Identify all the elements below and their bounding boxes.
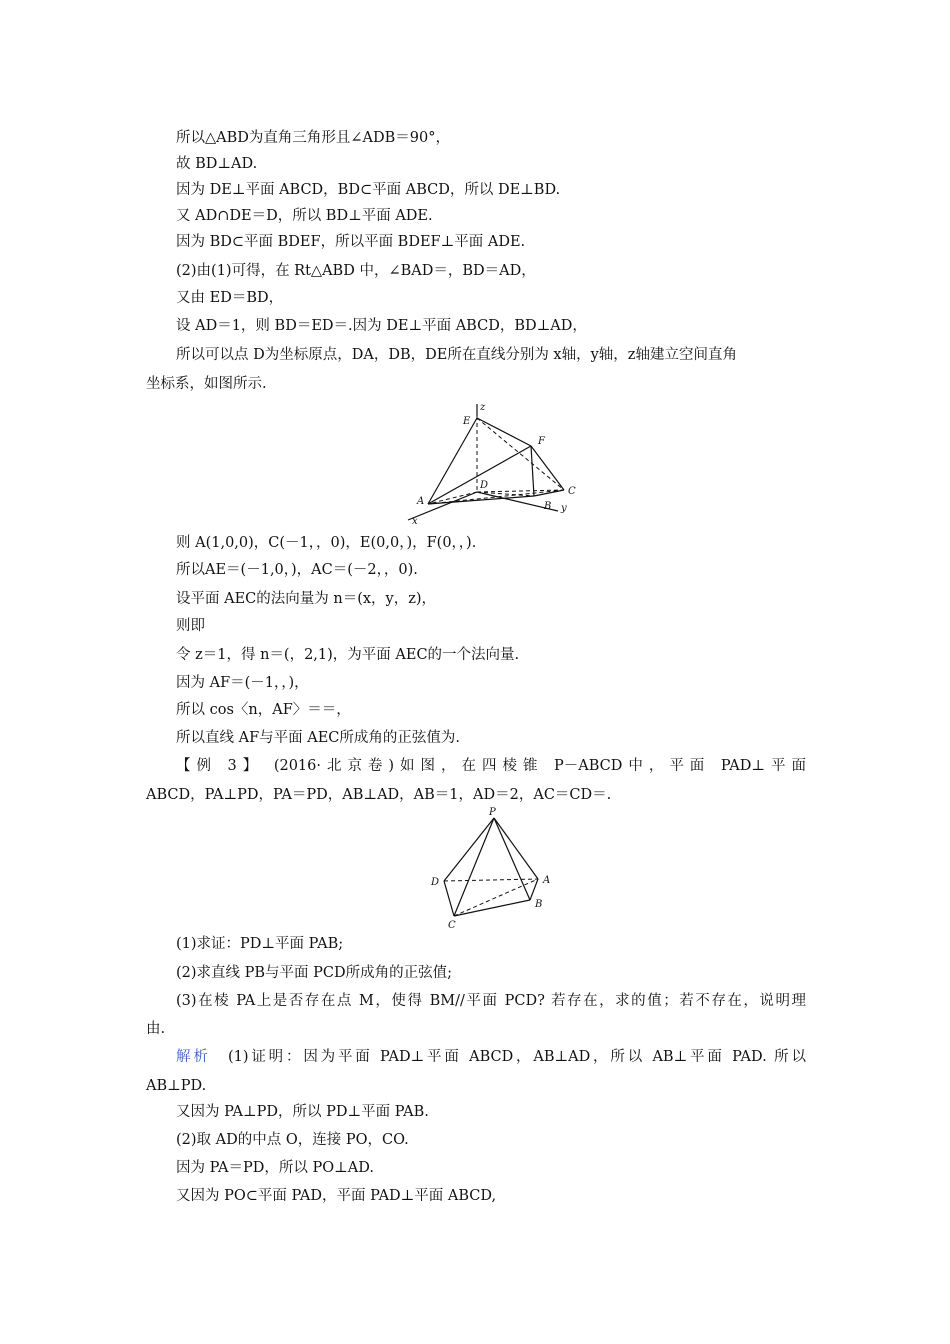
edge-da — [444, 879, 538, 881]
text-line: 所以直线 AF与平面 AEC所成角的正弦值为. — [176, 730, 461, 746]
label-p: P — [489, 807, 496, 818]
label-x: x — [412, 516, 418, 526]
text-line: 所以AE＝(－1,0，)，AC＝(－2，，0). — [176, 562, 418, 578]
analysis-text: (1)证明：因为平面 PAD⊥平面 ABCD，AB⊥AD，所以 AB⊥平面 PAD. 所以 — [227, 1049, 806, 1065]
coordinate-figure — [398, 398, 588, 526]
edge-pb — [494, 818, 530, 900]
text-line: 又因为 PA⊥PD，所以 PD⊥平面 PAB. — [176, 1104, 429, 1120]
edge-cb — [454, 900, 530, 916]
example-heading: 【例 3】 (2016·北京卷)如图，在四棱锥 P－ABCD中，平面 PAD⊥平面 — [176, 758, 806, 774]
text-line: 则即 — [176, 618, 205, 634]
edge-fc — [531, 446, 564, 490]
text-line: 令 z＝1，得 n＝(，2,1)，为平面 AEC的一个法向量. — [176, 647, 520, 663]
question-3: (3)在棱 PA上是否存在点 M，使得 BM//平面 PCD? 若存在，求的值；若不存在，说明理 — [176, 993, 806, 1009]
text-line: 因为 AF＝(－1，，)， — [176, 675, 309, 691]
label-c: C — [568, 486, 576, 497]
analysis-line — [176, 1047, 806, 1067]
label-d: D — [431, 877, 440, 888]
text-line: 又由 ED＝BD， — [176, 290, 284, 306]
text-line: 所以可以点 D为坐标原点，DA，DB，DE所在直线分别为 x轴，y轴，z轴建立空间直角 — [176, 347, 737, 363]
label-y: y — [561, 503, 567, 514]
text-line: ABCD，PA⊥PD，PA＝PD，AB⊥AD，AB＝1，AD＝2，AC＝CD＝. — [146, 787, 612, 803]
text-line: AB⊥PD. — [146, 1078, 207, 1094]
edge-ec — [477, 418, 564, 490]
text-line: (2)取 AD的中点 O，连接 PO，CO. — [176, 1132, 409, 1148]
edge-pa — [494, 818, 538, 879]
edge-fb — [531, 446, 534, 496]
text-line: 又 AD∩DE＝D，所以 BD⊥平面 ADE. — [176, 208, 433, 224]
text-line: 坐标系，如图所示. — [146, 376, 267, 392]
analysis-label: 解析 — [176, 1049, 211, 1065]
text-line: 所以 cos〈n，AF〉＝＝， — [176, 702, 351, 718]
text-line: 设 AD＝1，则 BD＝ED＝.因为 DE⊥平面 ABCD，BD⊥AD， — [176, 318, 587, 334]
edge-ef — [477, 418, 531, 446]
label-a: A — [543, 875, 551, 886]
text-line: (2)由(1)可得，在 Rt△ABD 中，∠BAD＝，BD＝AD， — [176, 263, 536, 279]
label-f: F — [538, 436, 545, 447]
label-a: A — [417, 496, 425, 507]
question-1: (1)求证：PD⊥平面 PAB; — [176, 936, 344, 952]
text-line: 则 A(1,0,0)，C(－1，，0)，E(0,0，)，F(0，，). — [176, 535, 477, 551]
edge-ea — [428, 418, 477, 504]
text-line: 因为 BD⊂平面 BDEF，所以平面 BDEF⊥平面 ADE. — [176, 234, 526, 250]
text-line: 设平面 AEC的法向量为 n＝(x，y，z)， — [176, 591, 437, 607]
text-line: 因为 PA＝PD，所以 PO⊥AD. — [176, 1160, 374, 1176]
text-line: 因为 DE⊥平面 ABCD，BD⊂平面 ABCD，所以 DE⊥BD. — [176, 182, 561, 198]
pyramid-figure — [426, 806, 556, 932]
edge-dc — [444, 881, 454, 916]
label-b: B — [544, 501, 552, 512]
label-z: z — [480, 402, 486, 413]
text-line: 所以△ABD为直角三角形且∠ADB＝90°， — [176, 130, 451, 146]
question-2: (2)求直线 PB与平面 PCD所成角的正弦值; — [176, 965, 453, 981]
text-line: 故 BD⊥AD. — [176, 156, 258, 172]
label-d: D — [480, 480, 489, 491]
edge-pd — [444, 818, 494, 881]
edge-bc — [534, 490, 564, 496]
text-line: 由. — [146, 1021, 166, 1037]
label-e: E — [463, 416, 471, 427]
edge-dc — [477, 490, 564, 492]
label-b: B — [535, 899, 543, 910]
label-c: C — [448, 920, 456, 931]
text-line: 又因为 PO⊂平面 PAD，平面 PAD⊥平面 ABCD, — [176, 1188, 497, 1204]
